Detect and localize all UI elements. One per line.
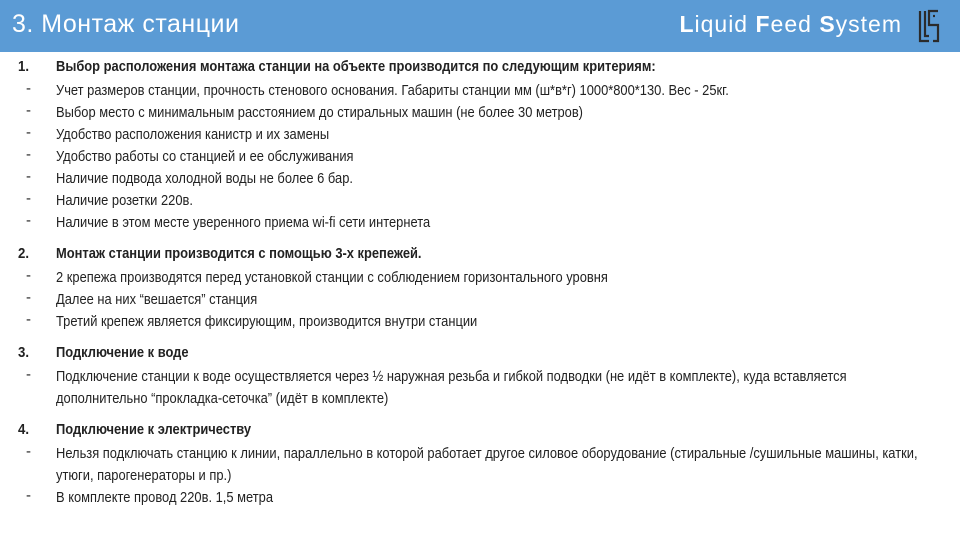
bullet-dash: - (26, 366, 31, 383)
list-item (0, 102, 960, 124)
list-item-text: Подключение станции к воде осуществляется через ½ наружная резьба и гибкой подводки (не идёт в комплекте), куда вставляется дополнительно “прокладка-сеточка” (идёт в комплекте) (56, 368, 847, 407)
section-number: 1. (18, 58, 30, 75)
list-item-text: Наличие подвода холодной воды не более 6 бар. (56, 170, 353, 187)
list-item-text: Учет размеров станции, прочность стенового основания. Габариты станции мм (ш*в*г) 1000*800*130. Вес - 25кг. (56, 82, 729, 99)
list-item (0, 366, 960, 410)
bullet-dash: - (26, 80, 31, 97)
list-item (0, 311, 960, 333)
list-item (0, 168, 960, 190)
section-title: Монтаж станции производится с помощью 3-х крепежей. (56, 245, 422, 262)
list-item-text: Выбор место с минимальным расстоянием до стиральных машин (не более 30 метров) (56, 104, 583, 121)
bullet-dash: - (26, 443, 31, 460)
section-title: Подключение к электричеству (56, 421, 252, 438)
section-title: Подключение к воде (56, 344, 189, 361)
list-item-text: 2 крепежа производятся перед установкой станции с соблюдением горизонтального уровня (56, 269, 608, 286)
list-item (0, 212, 960, 234)
list-item-text: Наличие розетки 220в. (56, 192, 193, 209)
bullet-dash: - (26, 212, 31, 229)
list-item (0, 487, 960, 509)
section-location (0, 58, 960, 234)
bullet-dash: - (26, 267, 31, 284)
list-item-text: В комплекте провод 220в. 1,5 метра (56, 489, 274, 506)
list-item-text: Удобство расположения канистр и их замены (56, 126, 330, 143)
list-item (0, 443, 960, 487)
bullet-dash: - (26, 289, 31, 306)
list-item-text: Нельзя подключать станцию к линии, параллельно в которой работает другое силовое оборудование (стиральные /сушильные машины, катки, утюги, парогенераторы и пр.) (56, 445, 918, 484)
bullet-dash: - (26, 124, 31, 141)
bullet-dash: - (26, 487, 31, 504)
list-item-text: Третий крепеж является фиксирующим, производится внутри станции (56, 313, 478, 330)
list-item (0, 124, 960, 146)
list-item (0, 146, 960, 168)
bullet-dash: - (26, 311, 31, 328)
brand-word: iquid (694, 11, 756, 37)
section-water (0, 344, 960, 410)
lfs-logo-icon (918, 9, 940, 43)
section-number: 2. (18, 245, 30, 262)
brand-letter: L (679, 11, 695, 37)
list-item (0, 289, 960, 311)
section-electricity (0, 421, 960, 509)
section-number: 4. (18, 421, 30, 438)
brand-letter: F (755, 11, 771, 37)
bullet-dash: - (26, 146, 31, 163)
list-item (0, 190, 960, 212)
section-number: 3. (18, 344, 30, 361)
bullet-dash: - (26, 102, 31, 119)
slide-title: 3. Монтаж станции (12, 10, 240, 38)
list-item-text: Наличие в этом месте уверенного приема wi-fi сети интернета (56, 214, 431, 231)
section-mounting (0, 245, 960, 333)
brand-letter: S (819, 11, 836, 37)
brand-word: ystem (835, 11, 902, 37)
section-title: Выбор расположения монтажа станции на объекте производится по следующим критериям: (56, 58, 656, 75)
bullet-dash: - (26, 168, 31, 185)
slide-header (0, 0, 960, 52)
bullet-dash: - (26, 190, 31, 207)
list-item-text: Удобство работы со станцией и ее обслуживания (56, 148, 354, 165)
list-item-text: Далее на них “вешается” станция (56, 291, 258, 308)
list-item (0, 80, 960, 102)
list-item (0, 267, 960, 289)
brand-name (679, 11, 902, 38)
brand-word: eed (770, 11, 820, 37)
slide-content (0, 58, 960, 520)
